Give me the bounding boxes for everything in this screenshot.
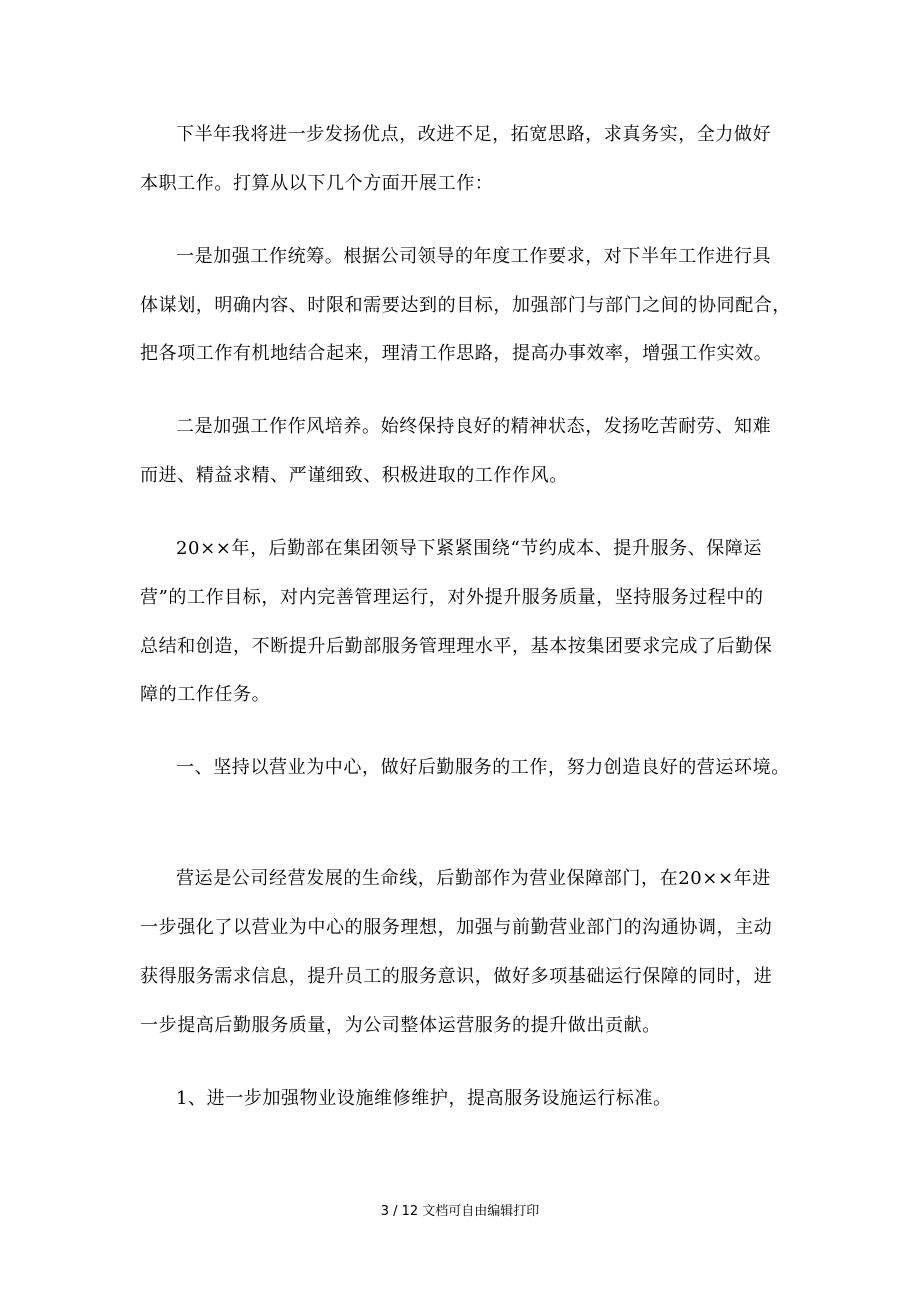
paragraph-2-line-1: 一是加强工作统筹。根据公司领导的年度工作要求，对下半年工作进行具 [176, 246, 772, 267]
paragraph-6-line-4: 一步提高后勤服务质量，为公司整体运营服务的提升做出贡献。 [140, 1015, 661, 1036]
paragraph-2-line-3: 把各项工作有机地结合起来，理清工作思路，提高办事效率，增强工作实效。 [140, 343, 773, 364]
paragraph-4-line-1: 20××年，后勤部在集团领导下紧紧围绕“节约成本、提升服务、保障运 [176, 538, 763, 559]
paragraph-1-line-2: 本职工作。打算从以下几个方面开展工作： [140, 173, 494, 194]
paragraph-4-line-2: 营”的工作目标，对内完善管理运行，对外提升服务质量，坚持服务过程中的 [140, 587, 764, 608]
subsection-heading-1: 1、进一步加强物业设施维修维护，提高服务设施运行标准。 [176, 1088, 672, 1109]
paragraph-3-line-2: 而进、精益求精、严谨细致、积极进取的工作作风。 [140, 465, 568, 486]
paragraph-4-line-4: 障的工作任务。 [140, 684, 271, 705]
paragraph-6-line-1: 营运是公司经营发展的生命线，后勤部作为营业保障部门，在20××年进 [176, 868, 771, 889]
paragraph-2-line-2: 体谋划，明确内容、时限和需要达到的目标，加强部门与部门之间的协同配合， [140, 295, 791, 316]
paragraph-6-line-2: 一步强化了以营业为中心的服务理想，加强与前勤营业部门的沟通协调，主动 [140, 917, 773, 938]
paragraph-1-line-1: 下半年我将进一步发扬优点，改进不足，拓宽思路，求真务实，全力做好 [176, 124, 772, 145]
page-footer: 3 / 12 文档可自由编辑打印 [380, 1204, 540, 1219]
section-heading-1: 一、坚持以营业为中心，做好后勤服务的工作，努力创造良好的营运环境。 [176, 757, 790, 778]
paragraph-6-line-3: 获得服务需求信息，提升员工的服务意识，做好多项基础运行保障的同时，进 [140, 966, 773, 987]
paragraph-4-line-3: 总结和创造，不断提升后勤部服务管理理水平，基本按集团要求完成了后勤保 [140, 636, 773, 657]
paragraph-3-line-1: 二是加强工作作风培养。始终保持良好的精神状态，发扬吃苦耐劳、知难 [176, 416, 772, 437]
